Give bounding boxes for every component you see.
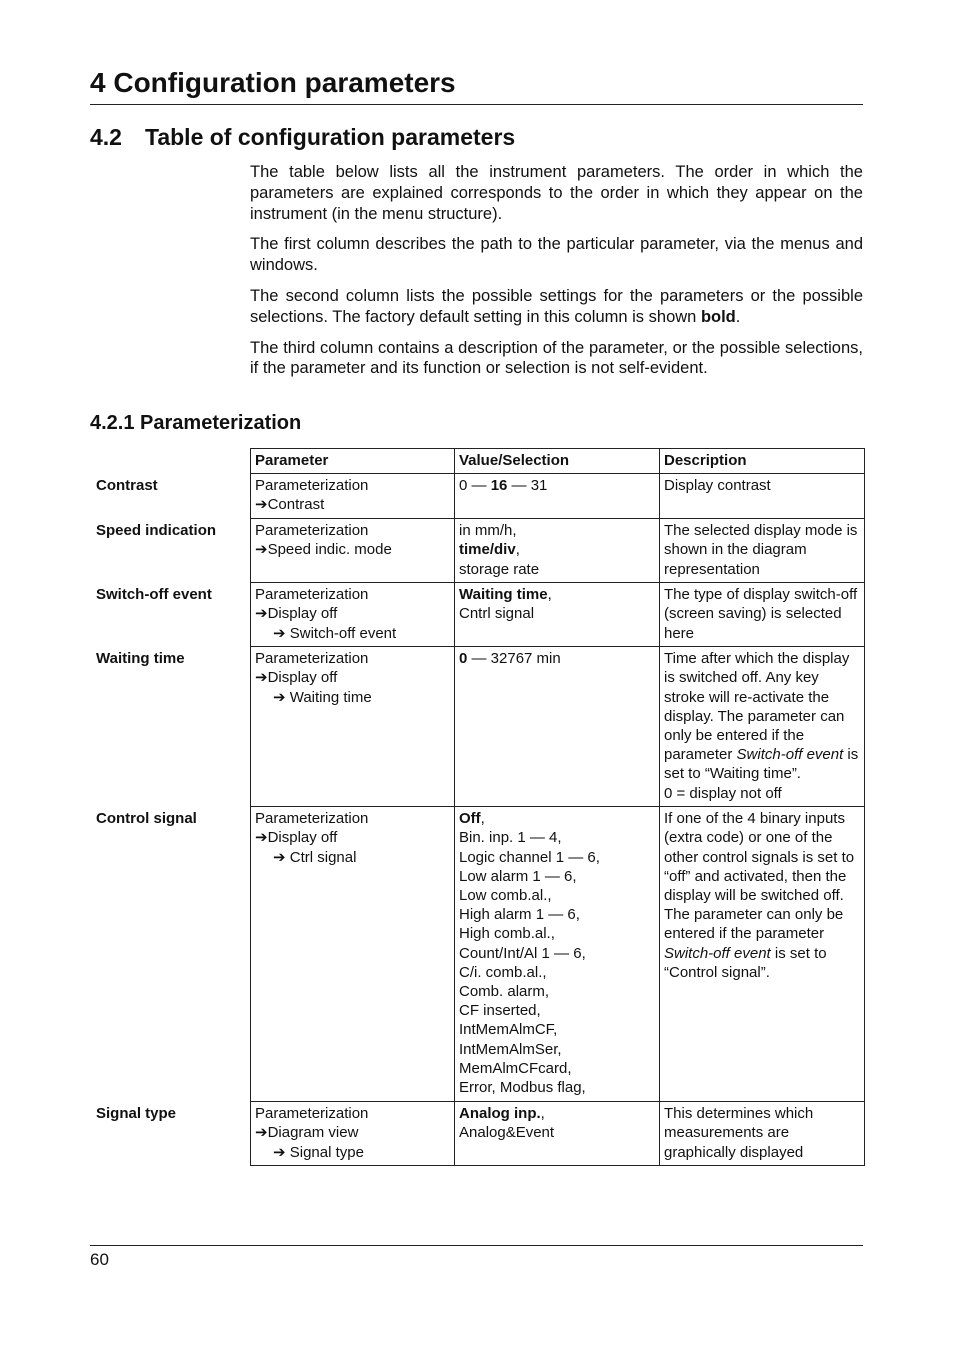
description-cell	[660, 583, 865, 647]
value-line: IntMemAlmSer,	[459, 1040, 562, 1058]
value-line: IntMemAlmCF,	[459, 1021, 558, 1039]
value-line: MemAlmCFcard,	[459, 1059, 572, 1077]
intro-paragraph-3-bold: bold	[700, 307, 736, 326]
table-row	[251, 583, 865, 647]
intro-paragraph-3	[250, 286, 863, 328]
path-cell	[251, 807, 455, 1102]
path-line: Parameterization	[255, 477, 369, 495]
section-title: Table of configuration parameters	[145, 124, 516, 150]
value-cell	[455, 583, 660, 647]
row-label-switch-off-event: Switch-off event	[96, 586, 212, 603]
path-line: ➔Contrast	[255, 496, 325, 514]
path-line: ➔ Ctrl signal	[273, 848, 357, 866]
path-cell	[251, 583, 455, 647]
row-label-contrast: Contrast	[96, 477, 158, 494]
header-parameter: Parameter	[251, 449, 455, 474]
description-text	[664, 809, 860, 982]
intro-paragraph-3-text: The second column lists the possible settings for the parameters or the possible selections. The factory default setting in this column is shown	[250, 286, 863, 326]
value-line: Bin. inp. 1 — 4,	[459, 829, 562, 847]
description-cell	[660, 519, 865, 583]
section-heading	[90, 122, 515, 152]
value-line: storage rate	[459, 560, 540, 578]
header-description: Description	[660, 449, 865, 474]
value-line: Analog&Event	[459, 1124, 555, 1142]
subsection-heading	[90, 409, 301, 437]
chapter-title: 4 Configuration parameters	[90, 67, 456, 98]
description-text: The type of display switch-off (screen saving) is selected here	[664, 586, 858, 642]
value-line	[459, 476, 655, 495]
value-text: — 32767 min	[467, 650, 561, 668]
value-line	[459, 585, 655, 604]
section-number: 4.2	[90, 124, 122, 150]
path-line: Parameterization	[255, 810, 369, 828]
table-row	[251, 647, 865, 807]
footer-divider	[90, 1245, 863, 1246]
page-number: 60	[90, 1250, 109, 1269]
table-row	[251, 807, 865, 1102]
path-line: Parameterization	[255, 650, 369, 668]
value-line: Comb. alarm,	[459, 983, 550, 1001]
value-line: Low alarm 1 — 6,	[459, 867, 577, 885]
path-cell	[251, 519, 455, 583]
row-label-control-signal: Control signal	[96, 810, 197, 827]
value-line: High comb.al.,	[459, 925, 555, 943]
value-line: CF inserted,	[459, 1002, 541, 1020]
value-line: Low comb.al.,	[459, 887, 552, 905]
default-value: 0	[459, 650, 468, 668]
row-label-signal-type: Signal type	[96, 1105, 177, 1122]
default-value: Waiting time	[459, 586, 548, 604]
path-line: Parameterization	[255, 586, 369, 604]
description-text	[664, 649, 860, 783]
path-line: ➔ Switch-off event	[273, 624, 397, 642]
subsection-number: 4.2.1	[90, 412, 135, 434]
path-line: ➔Display off	[255, 605, 338, 623]
value-text: ,	[480, 810, 485, 828]
value-line: C/i. comb.al.,	[459, 963, 547, 981]
path-line: ➔ Signal type	[273, 1143, 364, 1161]
value-text: ,	[547, 586, 552, 604]
description-text: This determines which measurements are graphically displayed	[664, 1105, 814, 1161]
description-part: If one of the 4 binary inputs (extra code) or one of the other control signals is set to “off” and activated, then the display will be switched off. The parameter can only be entered if the parameter	[664, 810, 855, 943]
table-row	[251, 519, 865, 583]
value-text: — 31	[507, 477, 548, 495]
description-cell	[660, 647, 865, 807]
value-line	[459, 1104, 655, 1123]
description-emphasis: Switch-off event	[664, 944, 771, 962]
table-row	[251, 1102, 865, 1166]
parameter-table	[250, 448, 865, 1166]
header-value-selection: Value/Selection	[455, 449, 660, 474]
value-cell	[455, 519, 660, 583]
description-text: Display contrast	[664, 477, 771, 495]
path-line: ➔Display off	[255, 669, 338, 687]
description-emphasis: Switch-off event	[736, 746, 844, 764]
path-line: Parameterization	[255, 522, 369, 540]
value-text: ,	[515, 541, 520, 559]
default-value: 16	[490, 477, 508, 495]
description-note: 0 = display not off	[664, 784, 782, 802]
path-line: ➔Diagram view	[255, 1124, 359, 1142]
value-cell	[455, 647, 660, 807]
path-line: ➔Display off	[255, 829, 338, 847]
value-cell	[455, 474, 660, 519]
path-line: ➔ Waiting time	[273, 688, 372, 706]
value-line: High alarm 1 — 6,	[459, 906, 580, 924]
default-value: Analog inp.	[459, 1105, 541, 1123]
row-label-speed-indication: Speed indication	[96, 522, 217, 539]
value-line: Error, Modbus flag,	[459, 1079, 586, 1097]
description-text: The selected display mode is shown in the diagram representation	[664, 522, 858, 578]
path-cell	[251, 647, 455, 807]
description-part: is set to “Control signal”.	[664, 944, 827, 981]
value-line: Cntrl signal	[459, 605, 535, 623]
description-cell	[660, 807, 865, 1102]
value-cell	[455, 1102, 660, 1166]
intro-paragraph-3-end: .	[735, 307, 741, 326]
path-line: ➔Speed indic. mode	[255, 541, 392, 559]
path-cell	[251, 474, 455, 519]
chapter-divider	[90, 104, 863, 105]
value-line	[459, 809, 655, 828]
default-value: time/div	[459, 541, 516, 559]
description-cell	[660, 1102, 865, 1166]
value-text: 0 —	[459, 477, 491, 495]
description-cell	[660, 474, 865, 519]
value-line	[459, 649, 655, 668]
value-line: Count/Int/Al 1 — 6,	[459, 944, 586, 962]
row-label-waiting-time: Waiting time	[96, 650, 185, 667]
intro-paragraph-2: The first column describes the path to the particular parameter, via the menus and windows.	[250, 235, 863, 275]
intro-text	[250, 162, 863, 389]
value-line	[459, 540, 655, 559]
intro-paragraph-1: The table below lists all the instrument parameters. The order in which the parameters are explained corresponds to the order in which they appear on the instrument (in the menu structure).	[250, 163, 863, 223]
value-line: Logic channel 1 — 6,	[459, 848, 600, 866]
path-line: Parameterization	[255, 1105, 369, 1123]
description-part: Time after which the display is switched off. Any key stroke will re-activate the display. The parameter can only be entered if the parameter	[664, 650, 850, 764]
path-cell	[251, 1102, 455, 1166]
value-text: ,	[540, 1105, 545, 1123]
table-header-row	[251, 449, 865, 474]
table-row	[251, 474, 865, 519]
value-line: in mm/h,	[459, 522, 517, 540]
description-part: is set to “Waiting time”.	[664, 746, 859, 783]
subsection-title: Parameterization	[140, 412, 302, 434]
default-value: Off	[459, 810, 481, 828]
intro-paragraph-4: The third column contains a description of the parameter, or the possible selections, if the parameter and its function or selection is not self-evident.	[250, 338, 863, 378]
value-cell	[455, 807, 660, 1102]
